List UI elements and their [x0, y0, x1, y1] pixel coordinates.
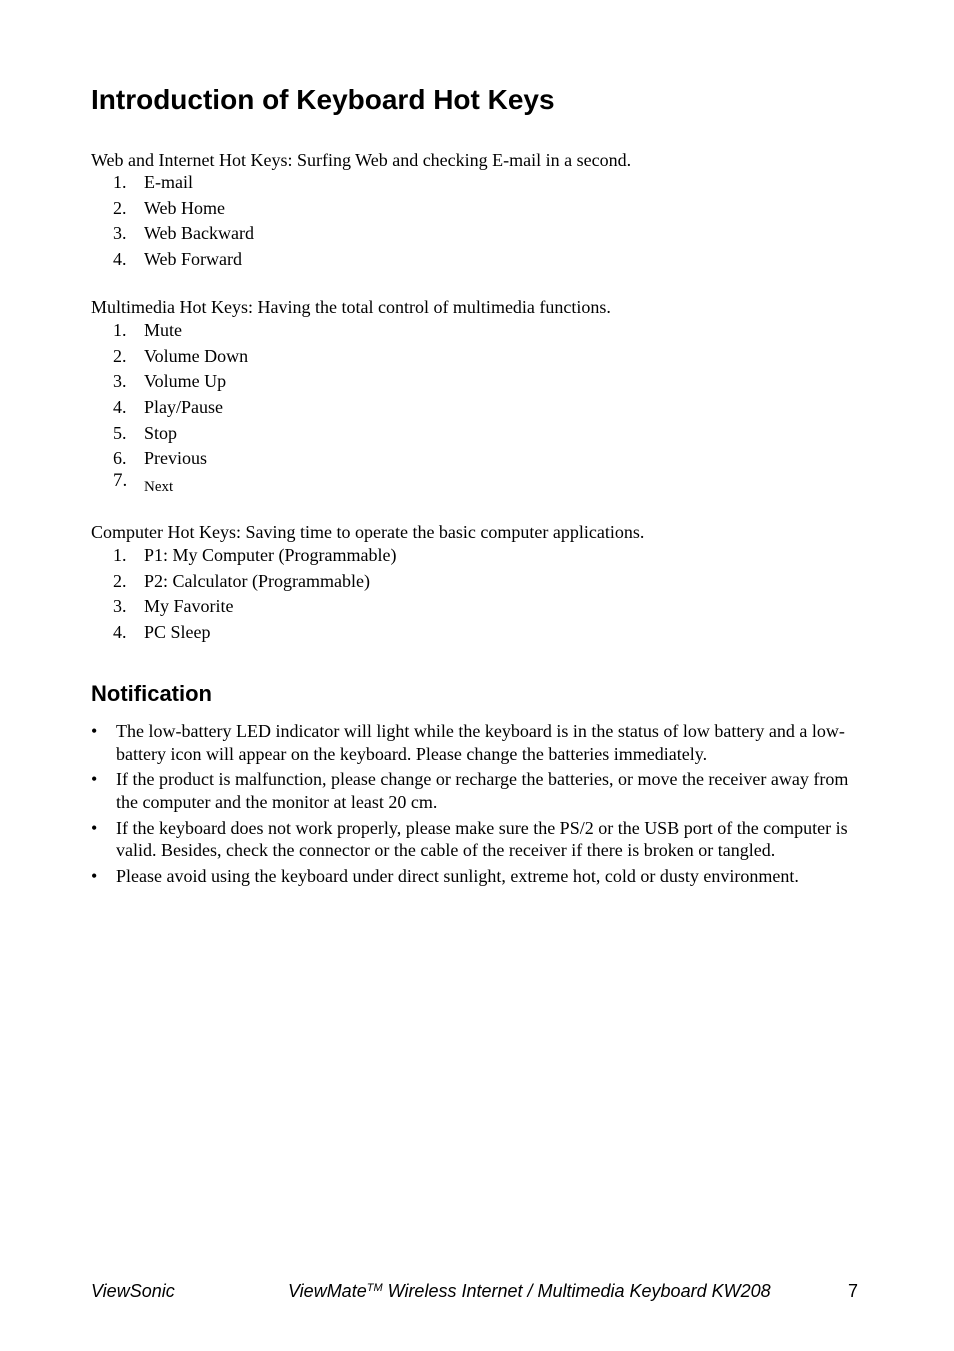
notification-text: The low-battery LED indicator will light while the keyboard is in the status of low battery and a low-battery icon will appear on the keyboard. Please change the batteries immediately. [116, 721, 845, 764]
footer-product-description: Wireless Internet / Multimedia Keyboard KW208 [382, 1281, 771, 1301]
notification-text: If the product is malfunction, please change or recharge the batteries, or move the receiver away from the computer and the monitor at least 20 cm. [116, 769, 849, 812]
list-item [91, 720, 866, 765]
list-item-number: 1. [113, 320, 127, 340]
list-item-number: 6. [113, 448, 127, 469]
list-item-label: P1: My Computer (Programmable) [144, 545, 397, 565]
list-item-label: Volume Up [144, 371, 227, 392]
list-item-number: 4. [113, 249, 127, 270]
list-item-label: Next [144, 479, 174, 496]
list-item-number: 3. [113, 223, 127, 244]
list-item-number: 1. [113, 545, 127, 565]
list-item-number: 5. [113, 422, 127, 443]
list-item-number: 7. [113, 470, 128, 492]
list-item-number: 3. [113, 596, 127, 617]
list-item-label: P2: Calculator (Programmable) [144, 570, 370, 591]
list-item-number: 3. [113, 371, 127, 392]
web-hotkeys-intro: Web and Internet Hot Keys: Surfing Web and checking E-mail in a second. [91, 150, 632, 170]
list-item-number: 2. [113, 345, 127, 366]
list-item-number: 4. [113, 622, 127, 643]
list-item-number: 2. [113, 197, 127, 218]
list-item-label: Stop [144, 422, 178, 443]
list-item-number: 2. [113, 570, 127, 591]
bullet-icon: • [91, 817, 98, 838]
notification-text: Please avoid using the keyboard under direct sunlight, extreme hot, cold or dusty environment. [116, 865, 799, 886]
notification-heading: Notification [91, 681, 212, 706]
list-item-number: 4. [113, 397, 127, 418]
list-item-label: Web Forward [144, 249, 243, 270]
list-item [91, 817, 866, 862]
list-item-label: Web Backward [144, 223, 255, 244]
list-item-label: Volume Down [144, 345, 249, 366]
list-item-label: Play/Pause [144, 397, 223, 418]
list-item-label: My Favorite [144, 596, 234, 617]
footer-product-name: ViewMate [288, 1281, 367, 1301]
list-item [91, 865, 866, 888]
bullet-icon: • [91, 769, 98, 790]
notification-list [91, 720, 866, 891]
notification-text: If the keyboard does not work properly, please make sure the PS/2 or the USB port of the computer is valid. Besides, check the connector or the cable of the receiver if there is broken or tangled. [116, 817, 848, 861]
list-item-label: E-mail [144, 172, 193, 192]
bullet-icon: • [91, 865, 98, 886]
list-item-label: Previous [144, 448, 207, 469]
list-item-label: Mute [144, 320, 182, 340]
computer-hotkeys-intro: Computer Hot Keys: Saving time to operate the basic computer applications. [91, 522, 645, 542]
page-number: 7 [848, 1281, 859, 1301]
list-item-label: PC Sleep [144, 622, 211, 643]
trademark-mark: TM [366, 1282, 383, 1294]
multimedia-hotkeys-intro: Multimedia Hot Keys: Having the total control of multimedia functions. [91, 297, 611, 317]
footer-brand: ViewSonic [91, 1281, 175, 1301]
bullet-icon: • [91, 721, 98, 741]
list-item-label: Web Home [144, 197, 226, 218]
footer-product-title [288, 1280, 771, 1302]
list-item [91, 768, 866, 813]
page-title: Introduction of Keyboard Hot Keys [91, 84, 555, 115]
list-item-number: 1. [113, 172, 127, 192]
